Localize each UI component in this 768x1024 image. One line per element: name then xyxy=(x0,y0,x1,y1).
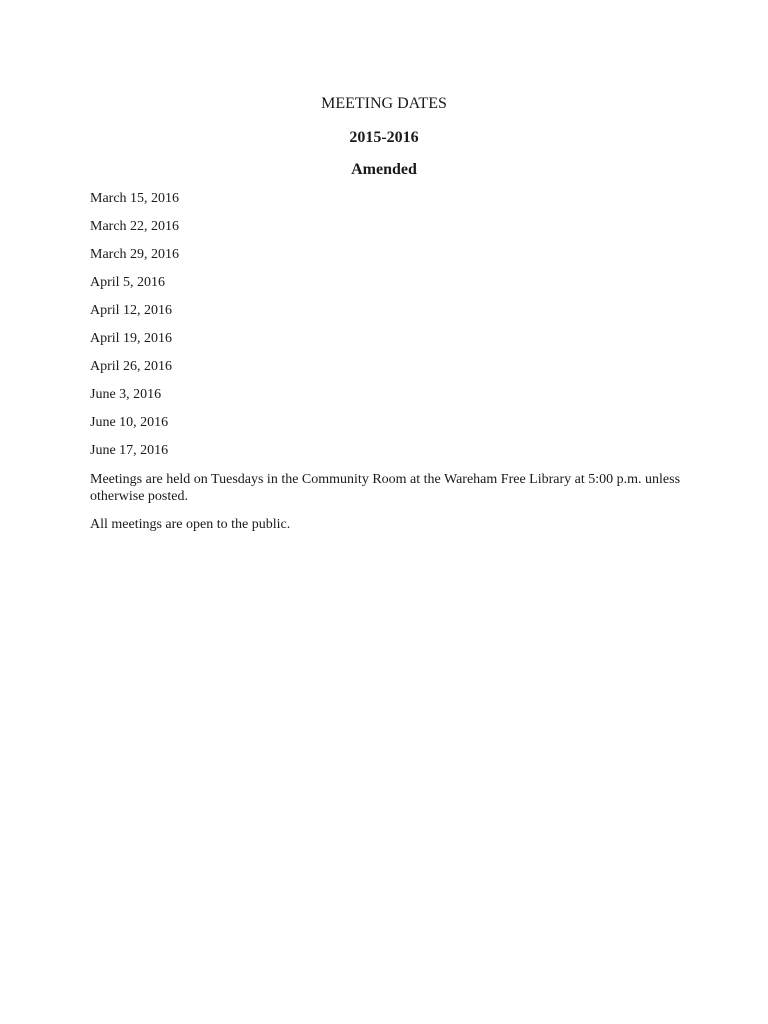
meeting-date-item: April 19, 2016 xyxy=(90,331,173,346)
document-title: MEETING DATES xyxy=(321,95,447,112)
meeting-date-item: April 5, 2016 xyxy=(90,275,166,290)
meeting-date-item: April 26, 2016 xyxy=(90,359,173,374)
meeting-date-item: March 22, 2016 xyxy=(90,219,180,234)
meeting-date-item: June 17, 2016 xyxy=(90,443,169,458)
meeting-date-item: June 10, 2016 xyxy=(90,415,169,430)
meeting-date-item: June 3, 2016 xyxy=(90,387,162,402)
meeting-dates-list xyxy=(90,190,179,470)
amended-heading: Amended xyxy=(351,161,417,178)
year-range-heading: 2015-2016 xyxy=(349,129,419,146)
meeting-date-item: April 12, 2016 xyxy=(90,303,173,318)
meeting-date-item: March 29, 2016 xyxy=(90,247,180,262)
public-access-note: All meetings are open to the public. xyxy=(90,517,291,532)
meeting-date-item: March 15, 2016 xyxy=(90,191,180,206)
meeting-location-note: Meetings are held on Tuesdays in the Community Room at the Wareham Free Library at 5:00 p.m. unless otherwise posted. xyxy=(90,472,681,504)
